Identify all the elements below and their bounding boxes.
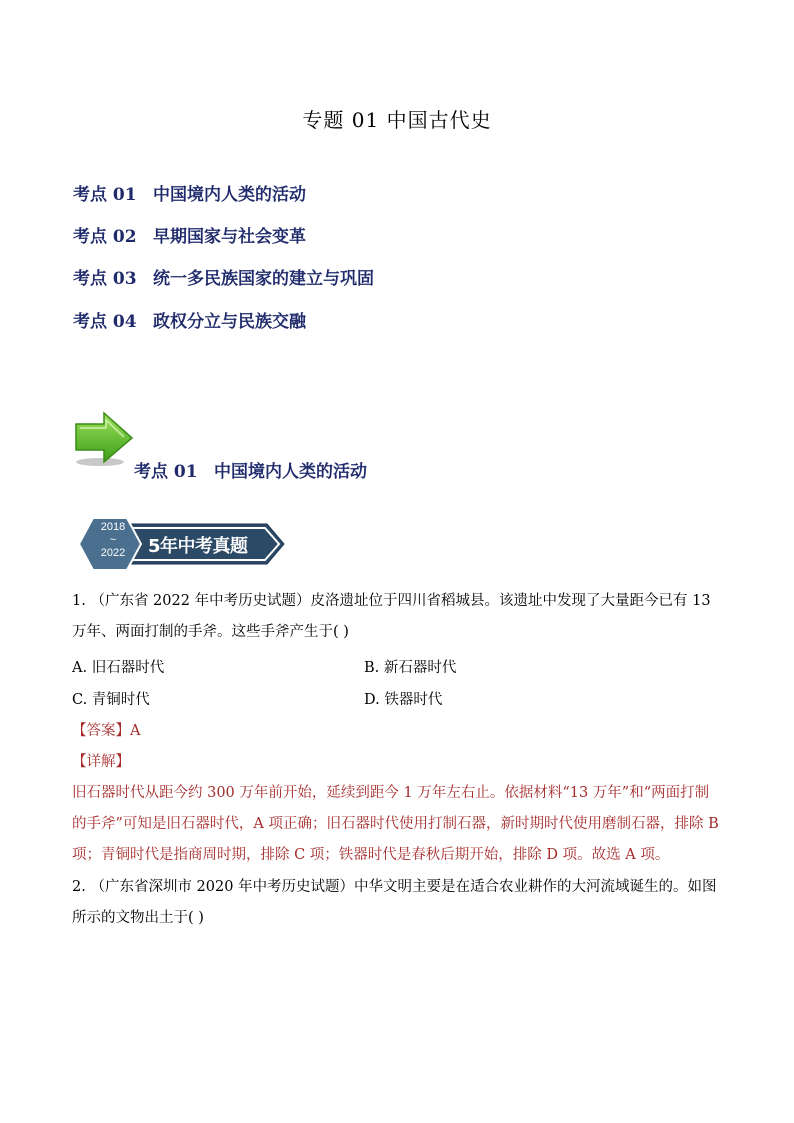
toc-number: 考点 01 — [73, 185, 137, 205]
toc-text: 早期国家与社会变革 — [153, 227, 306, 247]
section-text: 中国境内人类的活动 — [214, 462, 367, 482]
option-d: D. 铁器时代 — [364, 692, 443, 708]
detail-text: 旧石器时代从距今约 300 万年前开始，延续到距今 1 万年左右止。依据材料“13 万年”和“两面打制的手斧”可知是旧石器时代，A 项正确；旧石器时代使用打制石器，新时期时代使用磨制石器，排除 B 项；青铜时代是指商周时期，排除 C 项；铁器时代是春秋后期开始，排除 D 项。故选 A 项。 — [72, 785, 719, 863]
toc-number: 考点 02 — [73, 227, 137, 247]
question-2-stem: 2. （广东省深圳市 2020 年中考历史试题）中华文明主要是在适合农业耕作的大河流域诞生的。如图所示的文物出土于( ) — [72, 879, 717, 926]
badge-year-start: 2018 — [100, 521, 126, 533]
badge-text: 5年中考真题 — [148, 536, 248, 557]
toc-item-3 — [73, 264, 374, 289]
toc-text: 中国境内人类的活动 — [153, 185, 306, 205]
badge-tilde: ~ — [109, 534, 117, 546]
option-b: B. 新石器时代 — [364, 660, 457, 676]
green-arrow-icon — [72, 410, 136, 470]
page-title: 专题 01 中国古代史 — [302, 108, 492, 132]
option-c: C. 青铜时代 — [72, 692, 150, 708]
answer-label: 【答案】A — [72, 723, 141, 739]
toc-number: 考点 04 — [73, 312, 137, 332]
toc-item-4 — [73, 307, 306, 332]
detail-label: 【详解】 — [72, 754, 130, 770]
exam-badge — [77, 516, 287, 572]
question-1-stem: 1. （广东省 2022 年中考历史试题）皮洛遗址位于四川省稻城县。该遗址中发现了大量距今已有 13 万年、两面打制的手斧。这些手斧产生于( ) — [72, 593, 711, 640]
toc-text: 政权分立与民族交融 — [153, 312, 306, 332]
toc-item-2 — [73, 222, 306, 247]
toc-item-1 — [73, 180, 306, 205]
badge-year-end: 2022 — [100, 547, 126, 559]
section-number: 考点 01 — [134, 462, 198, 482]
option-a: A. 旧石器时代 — [72, 660, 165, 676]
section-label — [134, 457, 367, 482]
section-heading — [72, 410, 432, 480]
badge-years — [91, 521, 135, 560]
toc-number: 考点 03 — [73, 269, 137, 289]
toc-text: 统一多民族国家的建立与巩固 — [153, 269, 374, 289]
